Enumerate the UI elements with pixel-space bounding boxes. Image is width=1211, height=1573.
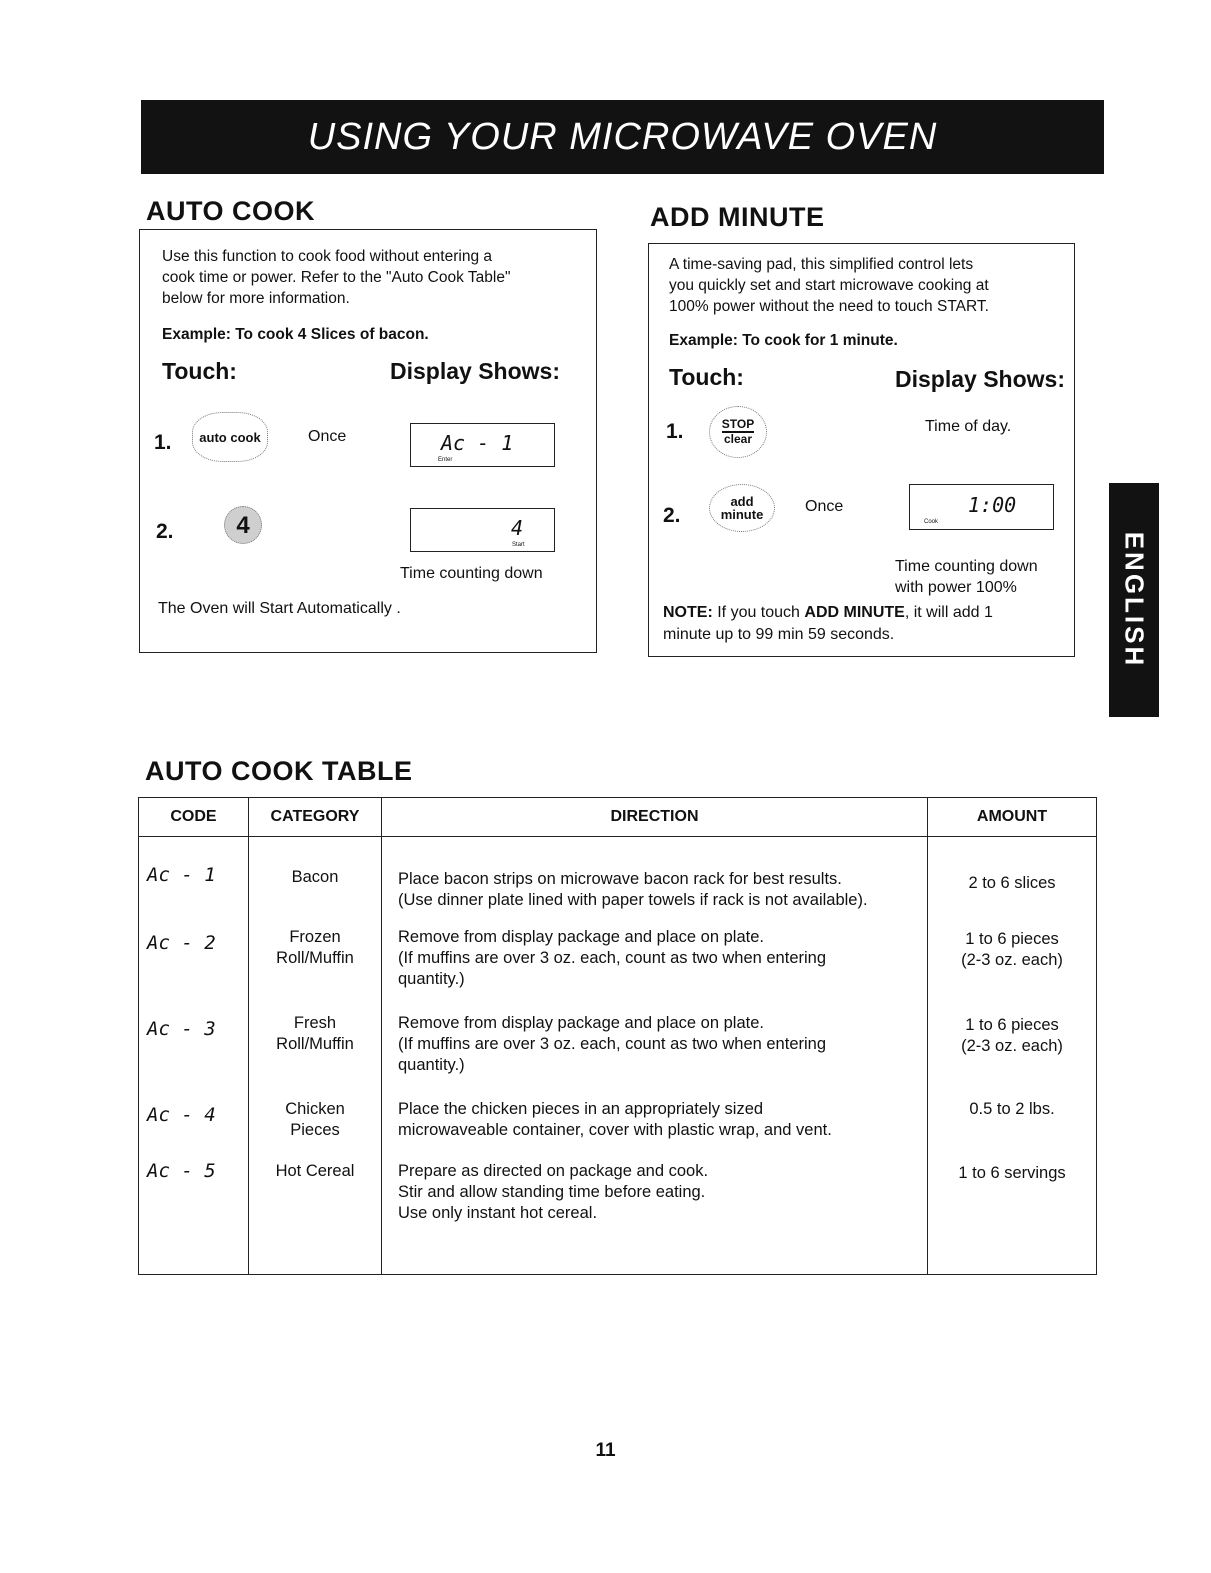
add-minute-example: Example: To cook for 1 minute. <box>669 332 898 349</box>
stop-clear-pad-button[interactable]: STOP clear <box>709 406 767 458</box>
time-counting-down-caption: Time counting down with power 100% <box>895 558 1038 596</box>
step-2-number: 2. <box>156 520 174 543</box>
auto-cook-box <box>139 229 597 653</box>
time-of-day-caption: Time of day. <box>925 418 1012 435</box>
auto-cook-table <box>138 797 1097 1275</box>
banner-title: USING YOUR MICROWAVE OVEN <box>307 115 938 158</box>
amount-cell: 1 to 6 pieces (2-3 oz. each) <box>928 1009 1097 1095</box>
step-1-number: 1. <box>154 431 172 454</box>
direction-cell: Prepare as directed on package and cook. Stir and allow standing time before eating. Use only instant hot cereal. <box>382 1157 928 1275</box>
header-amount: AMOUNT <box>928 798 1097 837</box>
lcd-display-step-2: 4 Start <box>410 508 555 552</box>
header-code: CODE <box>139 798 249 837</box>
amount-cell: 1 to 6 servings <box>928 1157 1097 1275</box>
header-direction: DIRECTION <box>382 798 928 837</box>
table-row <box>139 923 1097 1009</box>
category-cell: Hot Cereal <box>249 1157 382 1275</box>
auto-cook-intro: Use this function to cook food without entering a cook time or power. Refer to the "Auto Cook Table" below for more information. <box>162 248 511 307</box>
code-cell: Ac - 1 <box>139 837 249 923</box>
time-counting-down-caption: Time counting down <box>400 565 543 582</box>
step-1-count: Once <box>308 428 347 445</box>
category-cell: Chicken Pieces <box>249 1095 382 1157</box>
direction-cell: Remove from display package and place on plate. (If muffins are over 3 oz. each, count as two when entering quantity.) <box>382 1009 928 1095</box>
code-cell: Ac - 4 <box>139 1095 249 1157</box>
add-minute-heading: ADD MINUTE <box>650 202 825 232</box>
table-row <box>139 1095 1097 1157</box>
step-2-number: 2. <box>663 504 681 527</box>
number-4-pad-button[interactable]: 4 <box>224 506 262 544</box>
add-minute-pad-button[interactable]: add minute <box>709 484 775 532</box>
display-shows-label: Display Shows: <box>895 366 1065 392</box>
table-row <box>139 837 1097 923</box>
auto-cook-table-heading: AUTO COOK TABLE <box>145 756 413 786</box>
auto-cook-pad-button[interactable]: auto cook <box>192 412 268 462</box>
auto-cook-example: Example: To cook 4 Slices of bacon. <box>162 326 429 343</box>
step-1-number: 1. <box>666 420 684 443</box>
amount-cell: 2 to 6 slices <box>928 837 1097 923</box>
code-cell: Ac - 5 <box>139 1157 249 1275</box>
lcd-display-step-2: 1:00 Cook <box>909 484 1054 530</box>
amount-cell: 1 to 6 pieces (2-3 oz. each) <box>928 923 1097 1009</box>
language-side-tab: ENGLISH <box>1109 483 1159 717</box>
page-number: 11 <box>595 1440 616 1461</box>
touch-label: Touch: <box>162 358 237 384</box>
touch-label: Touch: <box>669 364 744 390</box>
direction-cell: Remove from display package and place on plate. (If muffins are over 3 oz. each, count as two when entering quantity.) <box>382 923 928 1009</box>
direction-cell: Place the chicken pieces in an appropriately sized microwaveable container, cover with plastic wrap, and vent. <box>382 1095 928 1157</box>
amount-cell: 0.5 to 2 lbs. <box>928 1095 1097 1157</box>
display-shows-label: Display Shows: <box>390 358 560 384</box>
auto-start-note: The Oven will Start Automatically . <box>158 600 401 617</box>
category-cell: Fresh Roll/Muffin <box>249 1009 382 1095</box>
table-row <box>139 1157 1097 1275</box>
header-category: CATEGORY <box>249 798 382 837</box>
code-cell: Ac - 2 <box>139 923 249 1009</box>
table-row <box>139 1009 1097 1095</box>
add-minute-note: NOTE: If you touch ADD MINUTE, it will add 1 minute up to 99 min 59 seconds. <box>663 604 993 643</box>
auto-cook-heading: AUTO COOK <box>146 196 316 226</box>
lcd-display-step-1: Ac - 1 Enter <box>410 423 555 467</box>
table-header-row <box>139 798 1097 837</box>
direction-cell: Place bacon strips on microwave bacon rack for best results. (Use dinner plate lined with paper towels if rack is not available). <box>382 837 928 923</box>
add-minute-box <box>648 243 1075 657</box>
category-cell: Bacon <box>249 837 382 923</box>
category-cell: Frozen Roll/Muffin <box>249 923 382 1009</box>
step-2-count: Once <box>805 498 844 515</box>
page-banner <box>141 100 1104 174</box>
code-cell: Ac - 3 <box>139 1009 249 1095</box>
add-minute-intro: A time-saving pad, this simplified control lets you quickly set and start microwave cooking at 100% power without the need to touch START. <box>669 256 989 315</box>
